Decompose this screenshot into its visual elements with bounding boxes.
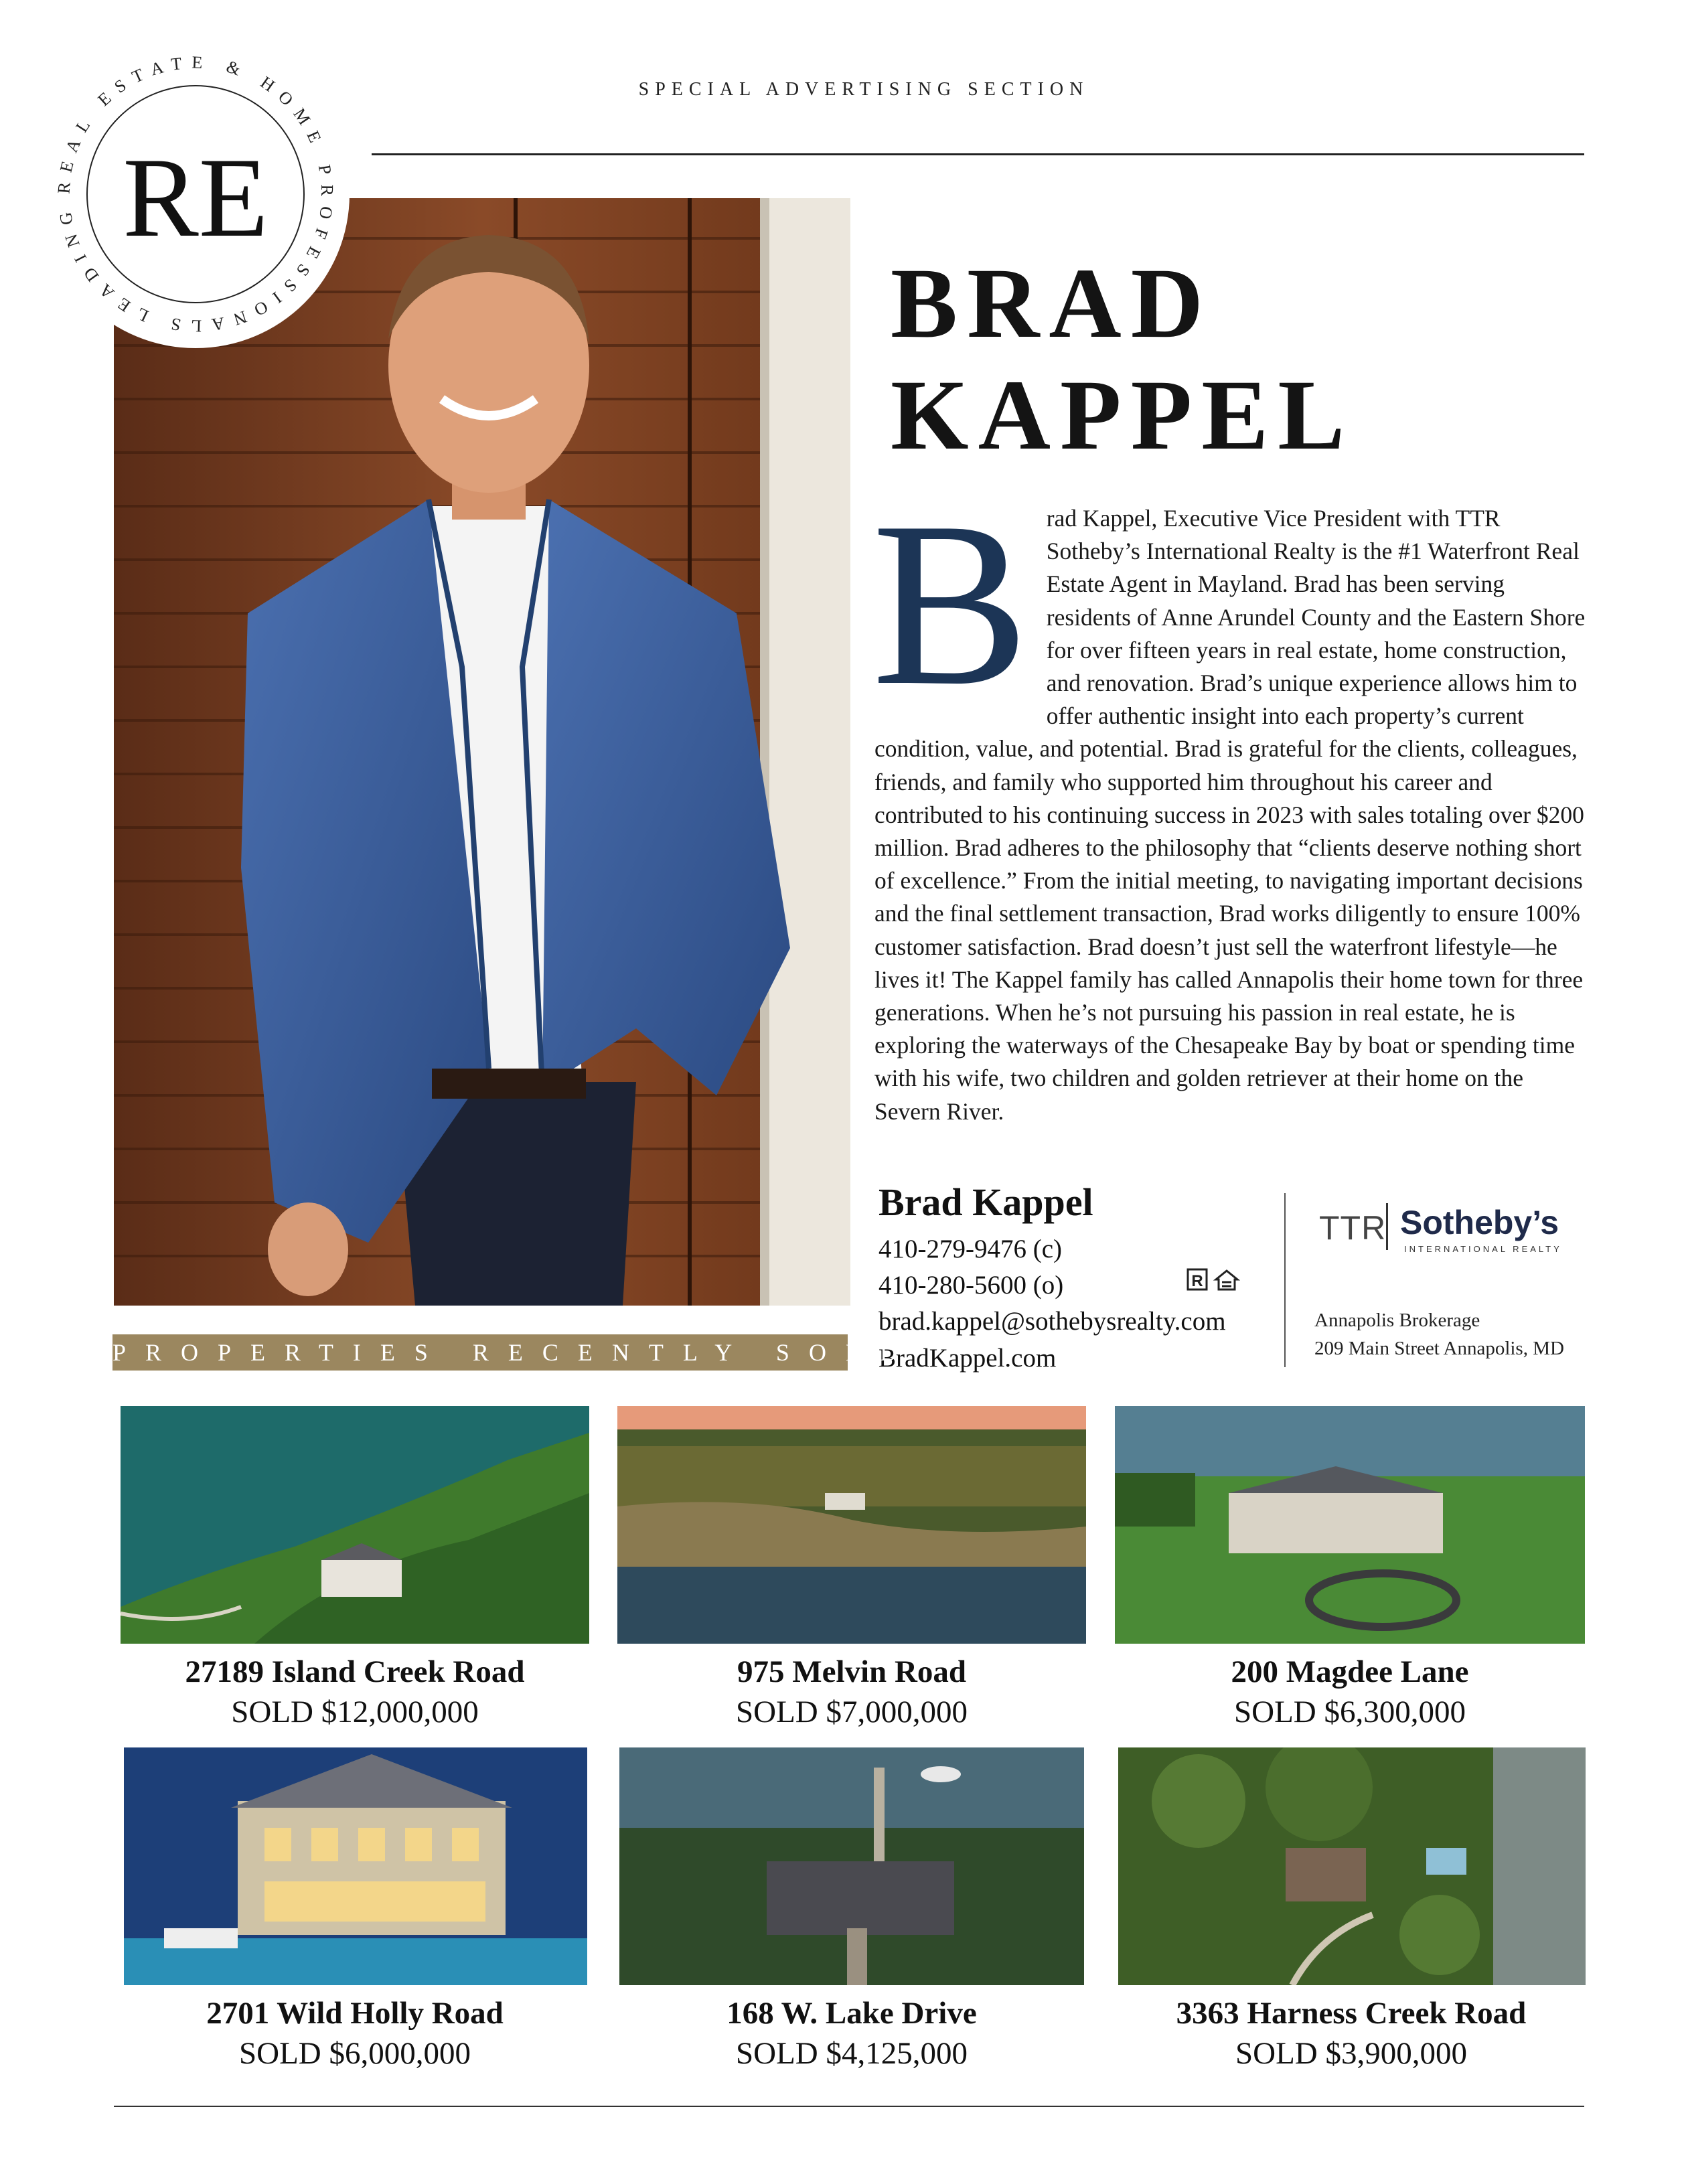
recently-sold-banner: PROPERTIES RECENTLY SOLD [112, 1334, 848, 1371]
property-address-2: 975 Melvin Road [737, 1654, 967, 1689]
property-address-3: 200 Magdee Lane [1231, 1654, 1469, 1689]
property-price-3: SOLD $6,300,000 [1234, 1695, 1466, 1729]
property-photo-5 [619, 1747, 1084, 1985]
agent-portrait [114, 198, 850, 1306]
property-photo-2 [617, 1406, 1086, 1644]
property-price-6: SOLD $3,900,000 [1235, 2036, 1467, 2071]
property-photo-6 [1118, 1747, 1586, 1985]
brand-ttr: TTR [1319, 1209, 1387, 1247]
brokerage-address: 209 Main Street Annapolis, MD [1314, 1338, 1564, 1359]
re-badge-logo [42, 40, 350, 348]
footer-divider [114, 2106, 1584, 2107]
header-divider [372, 153, 1584, 155]
agent-bio [872, 473, 1588, 1128]
property-address-6: 3363 Harness Creek Road [1176, 1996, 1527, 2031]
property-address-1: 27189 Island Creek Road [185, 1654, 525, 1689]
property-photo-3 [1115, 1406, 1585, 1644]
badge-monogram: RE [123, 135, 269, 260]
contact-name: Brad Kappel [878, 1180, 1093, 1224]
property-price-4: SOLD $6,000,000 [239, 2036, 471, 2071]
svg-text:R: R [1191, 1272, 1203, 1290]
contact-email: brad.kappel@sothebysrealty.com [878, 1307, 1226, 1336]
bio-text: rad Kappel, Executive Vice President with TTR Sotheby’s International Realty is the #1 Waterfront Real Estate Agent in Mayland. Brad has been serving residents of Anne Arundel County and the Eastern Shore for over fifteen years in real estate, home construction, and renovation. Brad’s unique experience allows him to offer authentic insight into each property’s current condition, value, and potential. Brad is grateful for the clients, colleagues, friends, and family who supported him throughout his career and contributed to his continuing success in 2023 with sales totaling over $200 million. Brad adheres to the philosophy that “clients deserve nothing short of excellence.” From the initial meeting, to navigating important decisions and the final settlement transaction, Brad works diligently to ensure 100% customer satisfaction. Brad doesn’t just sell the waterfront lifestyle—he lives it! The Kappel family has called Annapolis their home town for three generations. When he’s not pursuing his passion in real estate, he is exploring the waterways of the Chesapeake Bay by boat or spending time with his wife, two children and golden retriever at their home on the Severn River. [874, 505, 1586, 1125]
brand-sothebys: Sotheby’s [1400, 1204, 1559, 1241]
property-price-2: SOLD $7,000,000 [736, 1695, 968, 1729]
property-address-5: 168 W. Lake Drive [727, 1996, 977, 2031]
agent-first-name: BRAD [891, 248, 1213, 359]
brokerage-office: Annapolis Brokerage [1314, 1310, 1480, 1331]
contact-cell-phone: 410-279-9476 (c) [878, 1235, 1063, 1263]
property-price-1: SOLD $12,000,000 [231, 1695, 479, 1729]
bio-drop-cap: B [872, 473, 1029, 734]
property-photo-4 [124, 1747, 587, 1985]
brand-subtitle: INTERNATIONAL REALTY [1404, 1244, 1562, 1254]
property-price-5: SOLD $4,125,000 [736, 2036, 968, 2071]
contact-office-phone: 410-280-5600 (o) [878, 1271, 1064, 1300]
property-address-4: 2701 Wild Holly Road [206, 1996, 504, 2031]
brand-separator [1386, 1203, 1388, 1250]
property-photo-1 [121, 1406, 589, 1644]
badge-ring-text: REAL ESTATE & HOME PROFESSIONALS LEADING [54, 52, 337, 336]
contact-divider [1284, 1193, 1286, 1367]
contact-website: BradKappel.com [878, 1344, 1057, 1373]
realtor-equal-housing-icon [1187, 1267, 1240, 1292]
agent-last-name: KAPPEL [891, 360, 1355, 471]
section-label: SPECIAL ADVERTISING SECTION [638, 79, 1089, 100]
